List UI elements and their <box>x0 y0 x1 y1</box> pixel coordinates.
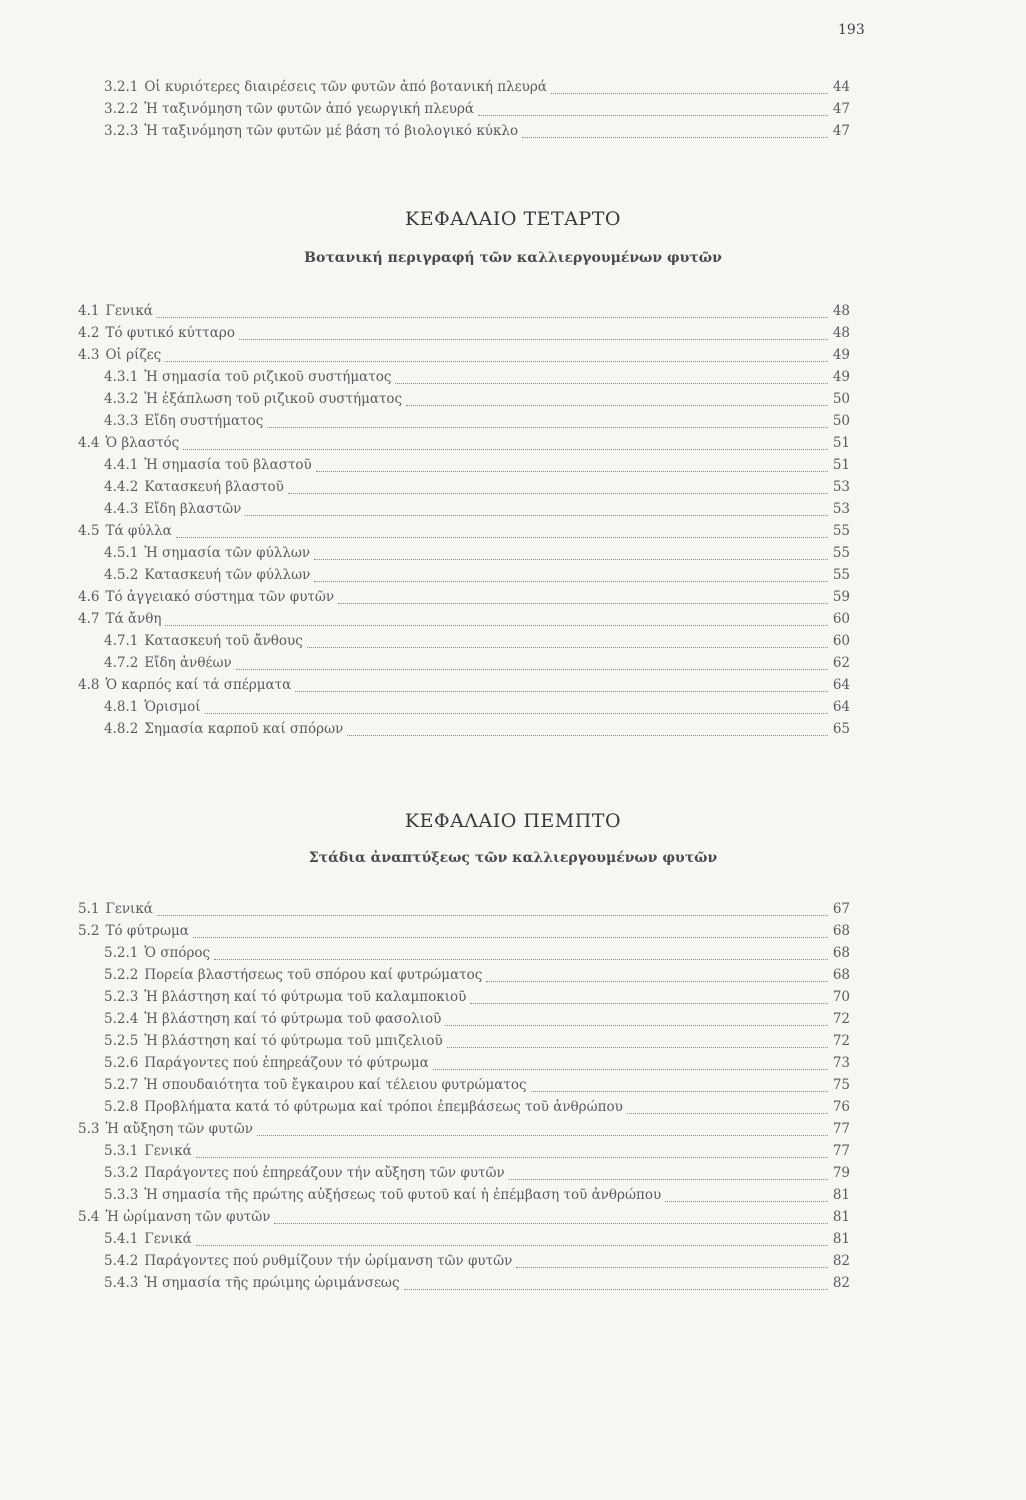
toc-entry-title: Γενικά <box>105 901 153 917</box>
toc-entry-page: 49 <box>832 369 850 385</box>
toc-entry-number: 4.4 <box>78 435 100 451</box>
toc-entry-number: 4.4.3 <box>104 501 139 517</box>
toc-entry-title: Σημασία καρποῦ καί σπόρων <box>144 721 344 737</box>
toc-entry-page: 77 <box>832 1143 850 1159</box>
toc-entry-title: Ἡ σημασία τοῦ βλαστοῦ <box>144 457 312 473</box>
toc-entry-title: Εἴδη συστήματος <box>144 413 264 429</box>
dot-leader <box>665 1188 828 1202</box>
toc-entry-page: 75 <box>832 1077 850 1093</box>
toc-entry-title: Γενικά <box>144 1143 192 1159</box>
toc-entry <box>78 300 850 322</box>
toc-entry <box>104 1074 850 1096</box>
dot-leader <box>551 80 828 94</box>
toc-entry-number: 4.4.1 <box>104 457 139 473</box>
toc-entry <box>78 322 850 344</box>
toc-entry-title: Ἡ βλάστηση καί τό φύτρωμα τοῦ μπιζελιοῦ <box>144 1033 443 1049</box>
dot-leader <box>196 1144 828 1158</box>
toc-entry-number: 4.7.2 <box>104 655 139 671</box>
toc-entry-number: 3.2.1 <box>104 79 139 95</box>
toc-entry-number: 5.3 <box>78 1121 100 1137</box>
dot-leader <box>205 700 828 714</box>
toc-entry <box>104 964 850 986</box>
toc-entry-page: 53 <box>832 501 850 517</box>
dot-leader <box>395 370 828 384</box>
dot-leader <box>157 902 828 916</box>
toc-entry-number: 5.4 <box>78 1209 100 1225</box>
toc-entry-number: 4.5.2 <box>104 567 139 583</box>
toc-entry-page: 82 <box>832 1253 850 1269</box>
toc-entry-number: 4.3.3 <box>104 413 139 429</box>
toc-entry-page: 53 <box>832 479 850 495</box>
toc-entry <box>104 1272 850 1294</box>
toc-entry <box>78 520 850 542</box>
dot-leader <box>406 392 828 406</box>
toc-entry <box>104 542 850 564</box>
toc-entry-number: 5.3.3 <box>104 1187 139 1203</box>
toc-entry-number: 5.1 <box>78 901 100 917</box>
dot-leader <box>433 1056 828 1070</box>
dot-leader <box>470 990 828 1004</box>
toc-entry-title: Ἡ βλάστηση καί τό φύτρωμα τοῦ φασολιοῦ <box>144 1011 442 1027</box>
toc-entry-title: Γενικά <box>105 303 153 319</box>
toc-entry-page: 62 <box>832 655 850 671</box>
dot-leader <box>165 612 828 626</box>
toc-entry-page: 48 <box>832 303 850 319</box>
toc-entry-page: 47 <box>832 123 850 139</box>
toc-entry-page: 82 <box>832 1275 850 1291</box>
dot-leader <box>193 924 828 938</box>
dot-leader <box>347 722 828 736</box>
toc-entry-page: 51 <box>832 457 850 473</box>
toc-entry <box>104 1030 850 1052</box>
toc-entry-page: 70 <box>832 989 850 1005</box>
toc-entry-page: 81 <box>832 1209 850 1225</box>
toc-entry-page: 68 <box>832 923 850 939</box>
toc-entry-number: 5.2.3 <box>104 989 139 1005</box>
toc-entry <box>104 76 850 98</box>
dot-leader <box>239 326 828 340</box>
page-number: 193 <box>838 22 865 38</box>
toc-entry-title: Τό φυτικό κύτταρο <box>105 325 235 341</box>
toc-entry-number: 5.4.3 <box>104 1275 139 1291</box>
toc-entry <box>78 608 850 630</box>
dot-leader <box>236 656 828 670</box>
toc-entry-number: 4.5.1 <box>104 545 139 561</box>
dot-leader <box>486 968 828 982</box>
toc-entry-title: Τό φύτρωμα <box>105 923 189 939</box>
chapter-4-subtitle: Βοτανική περιγραφή τῶν καλλιεργουμένων φυτῶν <box>304 250 722 266</box>
toc-entry-page: 64 <box>832 699 850 715</box>
dot-leader <box>214 946 828 960</box>
toc-entry-title: Ἡ ταξινόμηση τῶν φυτῶν μέ βάση τό βιολογικό κύκλο <box>144 123 519 139</box>
toc-entry-title: Τά ἄνθη <box>105 611 162 627</box>
toc-entry <box>104 120 850 142</box>
toc-entry-title: Παράγοντες πού ρυθμίζουν τήν ὡρίμανση τῶν φυτῶν <box>144 1253 513 1269</box>
toc-entry <box>78 920 850 942</box>
toc-entry-title: Τά φύλλα <box>105 523 172 539</box>
toc-entry-page: 48 <box>832 325 850 341</box>
dot-leader <box>267 414 828 428</box>
toc-entry-title: Προβλήματα κατά τό φύτρωμα καί τρόποι ἐπεμβάσεως τοῦ ἀνθρώπου <box>144 1099 623 1115</box>
toc-entry <box>104 498 850 520</box>
toc-entry <box>104 718 850 740</box>
toc-entry <box>104 410 850 432</box>
dot-leader <box>257 1122 828 1136</box>
dot-leader <box>176 524 828 538</box>
dot-leader <box>516 1254 828 1268</box>
dot-leader <box>288 480 828 494</box>
toc-entry-number: 5.2.6 <box>104 1055 139 1071</box>
toc-entry-page: 68 <box>832 945 850 961</box>
toc-entry-number: 4.7.1 <box>104 633 139 649</box>
toc-entry-page: 77 <box>832 1121 850 1137</box>
toc-entry-title: Ἡ βλάστηση καί τό φύτρωμα τοῦ καλαμποκιοῦ <box>144 989 467 1005</box>
toc-entry-page: 50 <box>832 413 850 429</box>
toc-entry <box>104 942 850 964</box>
dot-leader <box>509 1166 828 1180</box>
toc-entry <box>104 986 850 1008</box>
toc-entry-page: 49 <box>832 347 850 363</box>
toc-entry <box>104 1096 850 1118</box>
toc-entry-title: Ἡ ταξινόμηση τῶν φυτῶν ἀπό γεωργική πλευρά <box>144 101 475 117</box>
toc-entry-page: 50 <box>832 391 850 407</box>
toc-entry-page: 72 <box>832 1011 850 1027</box>
dot-leader <box>274 1210 828 1224</box>
toc-entry-page: 68 <box>832 967 850 983</box>
toc-entry <box>104 1228 850 1250</box>
toc-entry-number: 4.6 <box>78 589 100 605</box>
toc-entry-page: 44 <box>832 79 850 95</box>
toc-entry-title: Πορεία βλαστήσεως τοῦ σπόρου καί φυτρώματος <box>144 967 483 983</box>
dot-leader <box>445 1012 828 1026</box>
toc-entry-title: Ἡ σημασία τοῦ ριζικοῦ συστήματος <box>144 369 392 385</box>
toc-entry-title: Εἴδη βλαστῶν <box>144 501 242 517</box>
dot-leader <box>196 1232 828 1246</box>
dot-leader <box>404 1276 828 1290</box>
toc-entry <box>104 1140 850 1162</box>
toc-entry-number: 4.1 <box>78 303 100 319</box>
toc-entry <box>104 1162 850 1184</box>
dot-leader <box>522 124 828 138</box>
toc-entry-title: Γενικά <box>144 1231 192 1247</box>
toc-entry <box>104 366 850 388</box>
toc-entry-number: 4.3.2 <box>104 391 139 407</box>
toc-entry-number: 5.3.1 <box>104 1143 139 1159</box>
toc-entry-title: Εἴδη ἀνθέων <box>144 655 232 671</box>
toc-entry <box>104 476 850 498</box>
toc-entry-page: 76 <box>832 1099 850 1115</box>
toc-entry-number: 4.2 <box>78 325 100 341</box>
toc-entry-number: 4.5 <box>78 523 100 539</box>
toc-entry-number: 5.2.5 <box>104 1033 139 1049</box>
toc-entry-page: 55 <box>832 567 850 583</box>
toc-entry-number: 5.2.4 <box>104 1011 139 1027</box>
toc-entry-number: 5.2.1 <box>104 945 139 961</box>
toc-entry-title: Ὁ καρπός καί τά σπέρματα <box>105 677 292 693</box>
dot-leader <box>245 502 828 516</box>
dot-leader <box>157 304 828 318</box>
toc-entry <box>104 1250 850 1272</box>
dot-leader <box>295 678 828 692</box>
chapter-4-heading: ΚΕΦΑΛΑΙΟ ΤΕΤΑΡΤΟ <box>405 208 621 230</box>
toc-entry-number: 4.3 <box>78 347 100 363</box>
toc-entry <box>104 630 850 652</box>
toc-entry <box>78 344 850 366</box>
toc-entry <box>104 454 850 476</box>
toc-entry-title: Ἡ αὔξηση τῶν φυτῶν <box>105 1121 253 1137</box>
dot-leader <box>531 1078 828 1092</box>
toc-entry-page: 60 <box>832 633 850 649</box>
chapter-5-heading: ΚΕΦΑΛΑΙΟ ΠΕΜΠΤΟ <box>404 810 622 832</box>
toc-entry <box>104 1184 850 1206</box>
toc-entry-number: 5.4.1 <box>104 1231 139 1247</box>
toc-entry-title: Οἱ ρίζες <box>105 347 162 363</box>
toc-entry-title: Κατασκευή τοῦ ἄνθους <box>144 633 303 649</box>
toc-entry <box>78 898 850 920</box>
toc-entry-number: 4.8.1 <box>104 699 139 715</box>
toc-entry-number: 5.2.2 <box>104 967 139 983</box>
toc-entry-number: 5.4.2 <box>104 1253 139 1269</box>
toc-entry-number: 4.4.2 <box>104 479 139 495</box>
toc-entry-title: Κατασκευή τῶν φύλλων <box>144 567 311 583</box>
toc-entry <box>78 586 850 608</box>
toc-entry <box>78 432 850 454</box>
toc-entry-page: 81 <box>832 1231 850 1247</box>
dot-leader <box>183 436 828 450</box>
toc-entry-page: 47 <box>832 101 850 117</box>
dot-leader <box>316 458 828 472</box>
toc-entry-title: Ἡ σημασία τῶν φύλλων <box>144 545 311 561</box>
toc-entry-title: Ἡ σπουδαιότητα τοῦ ἔγκαιρου καί τέλειου φυτρώματος <box>144 1077 527 1093</box>
dot-leader <box>307 634 828 648</box>
toc-entry-title: Τό ἀγγειακό σύστημα τῶν φυτῶν <box>105 589 335 605</box>
toc-entry-title: Ἡ ἐξάπλωση τοῦ ριζικοῦ συστήματος <box>144 391 403 407</box>
dot-leader <box>338 590 828 604</box>
toc-entry-number: 4.3.1 <box>104 369 139 385</box>
toc-entry <box>104 652 850 674</box>
toc-entry <box>104 388 850 410</box>
toc-entry-page: 73 <box>832 1055 850 1071</box>
toc-entry <box>104 696 850 718</box>
toc-entry-number: 3.2.3 <box>104 123 139 139</box>
toc-entry-number: 5.3.2 <box>104 1165 139 1181</box>
toc-entry-page: 72 <box>832 1033 850 1049</box>
dot-leader <box>447 1034 828 1048</box>
toc-entry-page: 67 <box>832 901 850 917</box>
toc-entry-number: 4.8.2 <box>104 721 139 737</box>
dot-leader <box>314 568 828 582</box>
toc-entry-title: Παράγοντες πού ἐπηρεάζουν τό φύτρωμα <box>144 1055 429 1071</box>
toc-entry-title: Ἡ σημασία τῆς πρώτης αὐξήσεως τοῦ φυτοῦ καί ἡ ἐπέμβαση τοῦ ἀνθρώπου <box>144 1187 662 1203</box>
toc-entry-title: Ὁ σπόρος <box>144 945 211 961</box>
toc-entry <box>104 564 850 586</box>
dot-leader <box>165 348 828 362</box>
toc-entry-page: 64 <box>832 677 850 693</box>
toc-entry-number: 5.2 <box>78 923 100 939</box>
toc-entry-title: Ὁρισμοί <box>144 699 201 715</box>
toc-entry-number: 4.7 <box>78 611 100 627</box>
toc-entry-page: 65 <box>832 721 850 737</box>
toc-entry <box>78 1206 850 1228</box>
chapter-5-subtitle: Στάδια ἀναπτύξεως τῶν καλλιεργουμένων φυτῶν <box>308 850 718 866</box>
toc-entry-page: 81 <box>832 1187 850 1203</box>
dot-leader <box>627 1100 828 1114</box>
toc-entry-title: Ἡ ὡρίμανση τῶν φυτῶν <box>105 1209 271 1225</box>
dot-leader <box>314 546 828 560</box>
toc-entry-title: Κατασκευή βλαστοῦ <box>144 479 284 495</box>
toc-entry-title: Παράγοντες πού ἐπηρεάζουν τήν αὔξηση τῶν φυτῶν <box>144 1165 505 1181</box>
toc-entry-number: 5.2.8 <box>104 1099 139 1115</box>
toc-entry-page: 55 <box>832 545 850 561</box>
toc-entry-title: Οἱ κυριότερες διαιρέσεις τῶν φυτῶν ἀπό βοτανική πλευρά <box>144 79 547 95</box>
toc-entry-page: 59 <box>832 589 850 605</box>
toc-entry <box>78 1118 850 1140</box>
toc-entry-number: 3.2.2 <box>104 101 139 117</box>
toc-entry-page: 60 <box>832 611 850 627</box>
toc-entry <box>104 1052 850 1074</box>
toc-entry <box>104 1008 850 1030</box>
toc-entry <box>104 98 850 120</box>
toc-entry-page: 55 <box>832 523 850 539</box>
dot-leader <box>478 102 828 116</box>
toc-entry-page: 51 <box>832 435 850 451</box>
toc-entry-title: Ἡ σημασία τῆς πρώιμης ὡριμάνσεως <box>144 1275 400 1291</box>
toc-entry <box>78 674 850 696</box>
toc-entry-title: Ὁ βλαστός <box>105 435 180 451</box>
toc-entry-number: 4.8 <box>78 677 100 693</box>
toc-entry-page: 79 <box>832 1165 850 1181</box>
toc-entry-number: 5.2.7 <box>104 1077 139 1093</box>
